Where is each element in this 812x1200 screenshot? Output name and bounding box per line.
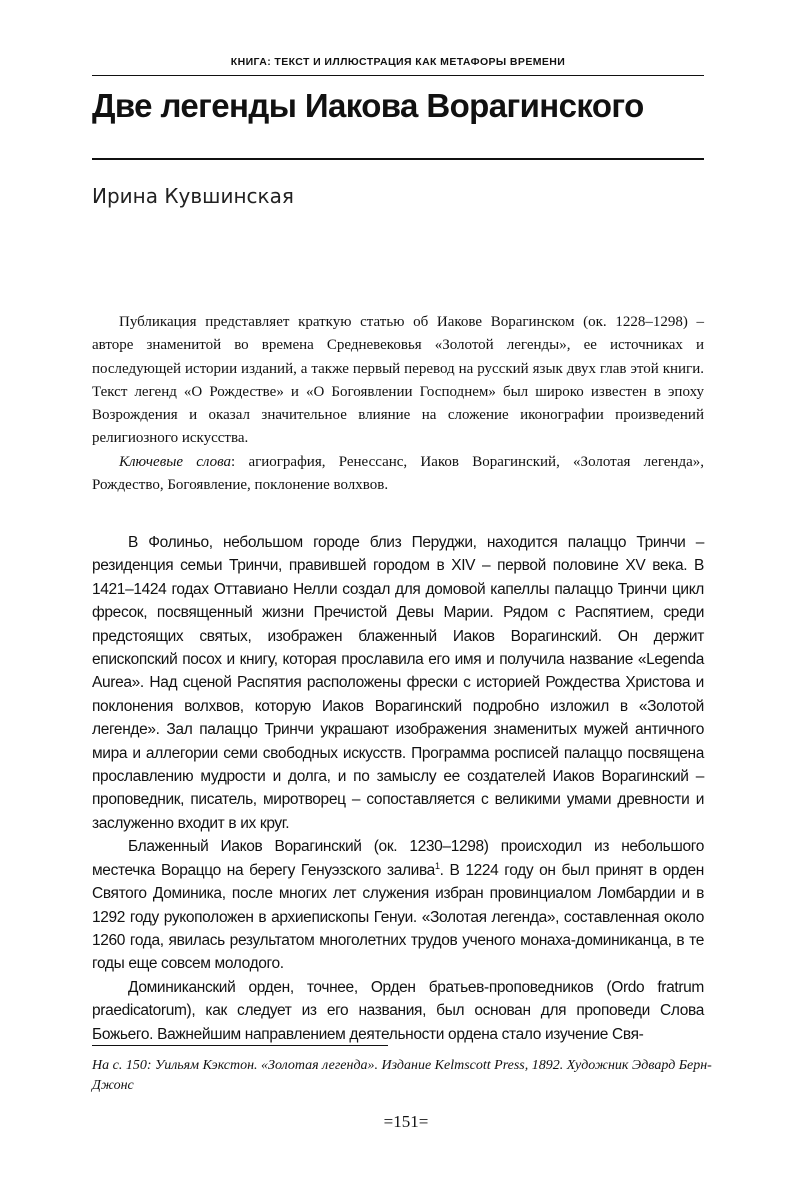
article-body: [92, 531, 704, 1046]
footnote-marker: 1: [434, 860, 440, 871]
title-rule: [92, 158, 704, 160]
page-number: =151=: [383, 1112, 429, 1131]
author-name: Ирина Кувшинская: [92, 184, 294, 208]
keywords-label: Ключевые слова: [119, 453, 232, 470]
keywords: [92, 451, 704, 498]
article-title: Две легенды Иакова Ворагинского: [92, 87, 644, 124]
illustration-caption: На с. 150: Уильям Кэкстон. «Золотая легенда». Издание Kelmscott Press, 1892. Художник Эдвард Берн-Джонс: [92, 1058, 712, 1093]
body-paragraph-1: В Фолиньо, небольшом городе близ Перуджи, находится палаццо Тринчи – резиденция семьи Тринчи, правившей городом в XIV – первой половине XV века. В 1421–1424 годах Оттавиано Нелли создал для домовой капеллы палаццо Тринчи цикл фресок, посвященный жизни Пречистой Девы Марии. Рядом с Распятием, среди предстоящих святых, изображен блаженный Иаков Ворагинский. Он держит епископский посох и книгу, которая прославила его имя и получила название «Legenda Aurea». Над сценой Распятия расположены фрески с историей Рождества Христова и поклонения волхвов, которую Иаков Ворагинский подробно изложил в «Золотой легенде». Зал палаццо Тринчи украшают изображения знаменитых мужей античного мира и аллегории семи свободных искусств. Программа росписей палаццо посвящена прославлению мудрости и долга, и по замыслу ее создателей Иаков Ворагинский – проповедник, писатель, миротворец – сопоставляется с великими умами древности и заслуженно входит в их круг.: [92, 534, 704, 832]
body-paragraph-2-text-a: Блаженный Иаков Ворагинский (ок. 1230–1298) происходил из небольшого местечка Вораццо на берегу Генуэзского залива: [92, 838, 704, 879]
running-head: КНИГА: ТЕКСТ И ИЛЛЮСТРАЦИЯ КАК МЕТАФОРЫ ВРЕМЕНИ: [230, 56, 566, 68]
body-paragraph-2: [92, 835, 704, 975]
abstract: [92, 311, 704, 497]
header-rule: [92, 75, 704, 76]
footnote-rule: [92, 1045, 388, 1046]
keywords-list: : агиография, Ренессанс, Иаков Ворагинский, «Золотая легенда», Рождество, Богоявление, поклонение волхвов.: [92, 453, 705, 494]
body-paragraph-3: Доминиканский орден, точнее, Орден братьев-проповедников (Ordo fratrum praedicatorum), как следует из его названия, был основан для проповеди Слова Божьего. Важнейшим направлением деятельности ордена стало изучение Свя-: [92, 978, 704, 1043]
abstract-text: Публикация представляет краткую статью об Иакове Ворагинском (ок. 1228–1298) – авторе знаменитой во времена Средневековья «Золотой легенды», ее источниках и последующей истории изданий, а также первый перевод на русский язык двух глав этой книги. Текст легенд «О Рождестве» и «О Богоявлении Господнем» был широко известен в эпоху Возрождения и оказал значительное влияние на сложение иконографии произведений религиозного искусства.: [92, 314, 704, 447]
body-paragraph-2-text-b: . В 1224 году он был принят в орден Святого Доминика, после многих лет служения избран провинциалом Ломбардии и в 1292 году рукоположен в архиепископы Генуи. «Золотая легенда», составленная около 1260 года, явилась результатом многолетних трудов ученого монаха-доминиканца, в те годы еще совсем молодого.: [92, 861, 705, 973]
